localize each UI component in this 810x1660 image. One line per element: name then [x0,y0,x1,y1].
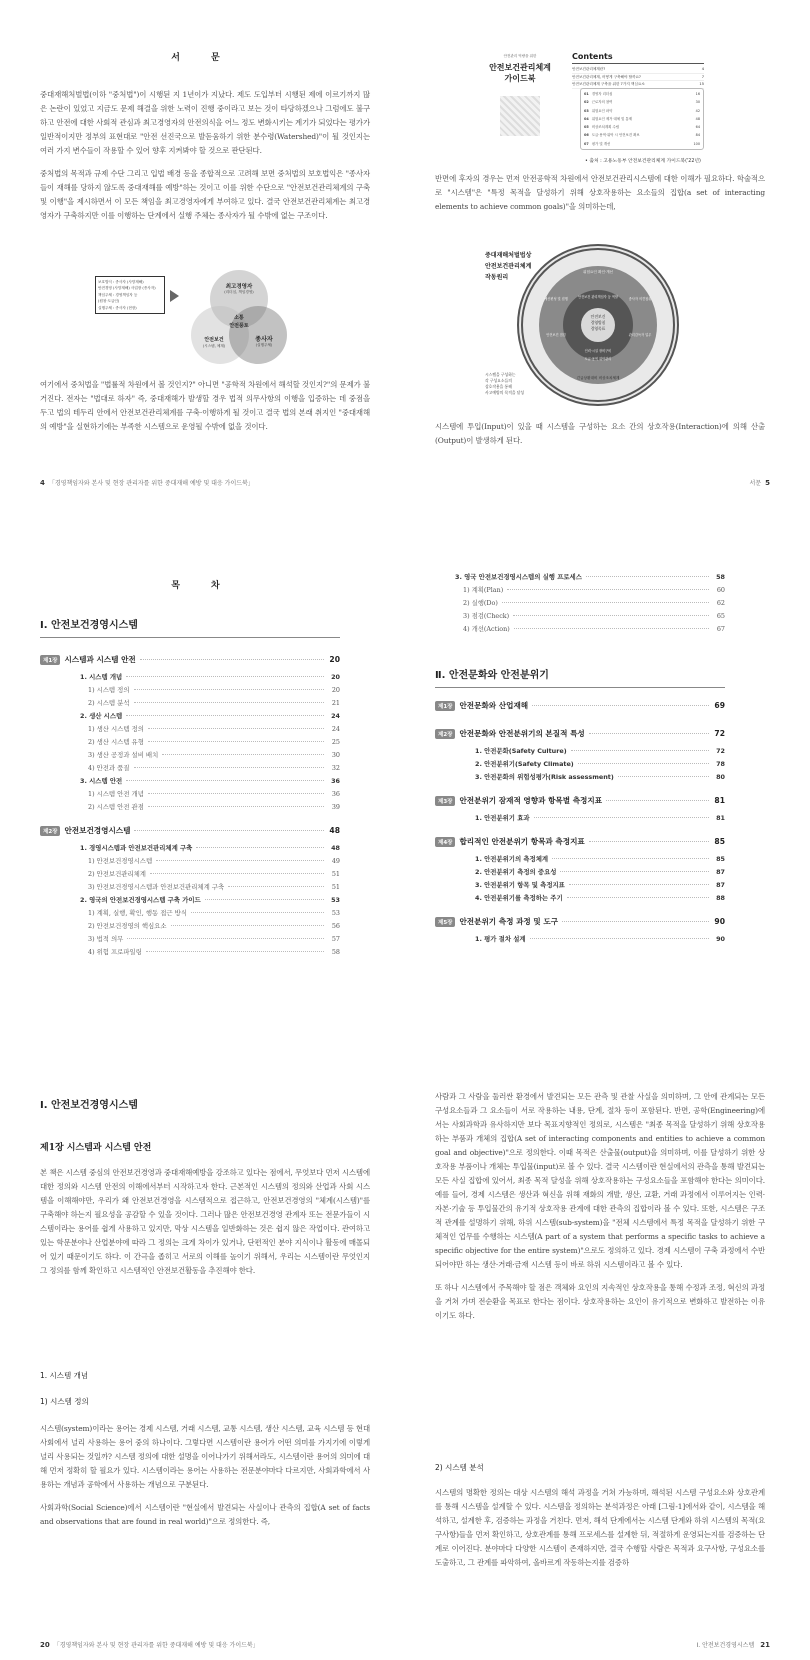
diagram-ring-label: 관리감독자 업무 [628,333,652,337]
body-paragraph: 본 책은 시스템 중심의 안전보건경영과 중대재해예방을 강조하고 있다는 점에서, 무엇보다 먼저 시스템에 대한 정의와 시스템 안전의 이해에서부터 시작하고자 한다. 근본적인 시스템의 정의와 산업과 사회 시스템을 이해해야만, 우리가 왜 안전보건경영을 시스템적으로 접근하고, 안전보건경영의 "체계(시스템)"를 구축해야 하는지 필요성을 공감할 수 있을 것이다. 그러나 많은 안전보건경영 관계자 또는 전문가들이 시스템이라는 용어를 쉽게 사용하고 있지만, 막상 시스템을 일반화하는 것은 쉽지 않은 작업이다. 관여하고 있는 학문분야나 산업분야에 따라 그 정의는 크게 차이가 있거나, 단편적인 분야 지식이나 활동에 매몰되어 있기 때문이기도 하다. 이 간극을 좁히고 서로의 이해를 높이기 위해서, 우리는 시스템이란 무엇인지 그 정의를 함께 확인하고 시스템적인 안전보건활동을 추진해야 한다. [40,1168,370,1275]
toc-entry[interactable] [435,934,725,947]
toc-entry-label: 안전분위기 측정 과정 및 도구 [459,917,559,926]
cover-contents-num: 06 [584,133,589,138]
cover-contents-num: 07 [584,141,589,146]
toc-page-number: 36 [331,790,340,798]
contents-title: Contents [572,52,613,61]
page-footer [40,1640,259,1649]
toc-leader-dots [191,912,324,913]
body-page-left [0,1060,405,1660]
diagram-core-line: 안전보건 [590,314,606,319]
venn-sublabel-right: (실행주체) [255,343,273,347]
toc-entry-label: 안전문화와 산업재해 [459,701,529,710]
venn-label-top: 최고경영자 [225,284,253,290]
toc-page-number: 88 [716,894,725,902]
toc-page-number: 57 [331,935,340,943]
toc-entry-label: 1. 안전분위기 효과 [475,814,530,822]
diagram-ring-label: 도급·용역 위탁관리 [584,357,612,361]
toc-entry[interactable] [40,802,340,815]
toc-page-number: 85 [714,837,725,846]
toc-page-number: 60 [716,586,725,594]
section-heading: 1. 시스템 개념 [40,1371,89,1380]
toc-entry[interactable] [415,572,725,585]
legend-item: 실행주체 : 종사자 (현장) [98,305,137,310]
legend-item: 보호법익 : 종사자 (사망재해) [98,280,144,284]
toc-entry-label: 1) 생산 시스템 정의 [88,725,144,733]
diagram-title [485,250,531,283]
body-paragraph: 시스템(system)이라는 용어는 경제 시스템, 거래 시스템, 교통 시스템, 생산 시스템, 교육 시스템 등 현대 사회에서 널리 사용하는 용어 중의 하나이다. 그렇다면 시스템이란 용어가 어떤 의미를 가지기에 이렇게 널리 사용되는 것일까? 시스템 정의에 대한 설명을 이어나가기 위해서라도, 시스템이란 용어의 의미에 대해 먼저 정확히 할 필요가 있다. 시스템이라는 용어는 사용하는 전문분야마다 다르지만, 사회과학에서 사용하는 개념과 공학에서 사용하는 개념으로 구분된다. [40,1424,370,1489]
toc-entry-label: 3) 생산 공정과 설비 배치 [88,751,159,759]
cover-contents-label: 안전보건관리체계, 어떻게 구축해야 할까요? [572,74,641,79]
toc-entry[interactable] [435,772,725,785]
cover-contents-num: 02 [584,100,589,105]
toc-leader-dots [606,800,709,801]
chapter-badge: 제3장 [435,796,455,806]
toc-chapter-entry[interactable] [435,795,725,813]
toc-entry-label: 3. 안전분위기 항목 및 측정지표 [475,881,565,889]
toc-entry[interactable] [415,598,725,611]
toc-entry-label: 2. 안전분위기 측정의 중요성 [475,868,557,876]
arrow-right-icon [170,290,179,302]
venn-label-center: 소통 [234,315,244,321]
cover-contents-label: 도급·용역·위탁 시 안전보건 확보 [591,133,640,138]
page-footer [697,1640,771,1649]
toc-chapter-entry[interactable] [40,825,340,843]
cover-illustration [500,96,540,136]
diagram-note [485,372,555,396]
cover-contents-entry [572,66,704,74]
toc-page-number: 20 [331,686,340,694]
toc-leader-dots [148,793,324,794]
toc-leader-dots [513,615,709,616]
chapter-badge: 제5장 [435,917,455,927]
toc-entry[interactable] [40,882,340,895]
page-number: 21 [760,1641,770,1649]
toc-leader-dots [560,871,709,872]
cover-contents-page: 30 [695,100,700,105]
cover-title: 안전보건관리체계 [489,63,551,72]
chapter-badge: 제2장 [40,826,60,836]
toc-title: 목 차 [171,581,234,591]
toc-entry[interactable] [40,908,340,921]
toc-list [435,690,725,947]
diagram-ring-label: 종사자 의견청취 [628,297,652,301]
preface-page-left [0,0,405,500]
chapter-badge: 제4장 [435,837,455,847]
toc-page-number: 58 [331,948,340,956]
toc-entry-label: 2) 시스템 안전 관점 [88,803,144,811]
cover-contents-label: 근로자의 참여 [591,100,613,105]
toc-entry[interactable] [435,813,725,826]
cover-contents-entry [572,74,704,82]
cover-contents-subentry [584,140,700,148]
toc-page-number: 36 [331,777,340,785]
toc-entry-label: 3) 안전보건경영시스템과 안전보건관리체계 구축 [88,883,225,891]
legend-item: 안전경영 (사망재해) 사업장 (종사자) [98,286,156,291]
toc-entry[interactable] [40,672,340,685]
toc-page-left [0,540,405,1010]
toc-chapter-entry[interactable] [40,654,340,672]
toc-page-number: 62 [716,599,725,607]
diagram-note-line: 각 구성요소들의 [485,378,512,383]
toc-entry-label: 1) 안전보건경영시스템 [88,857,153,865]
diagram-ring-label: 위험요인 확인·개선 [582,270,614,274]
cover-contents-page: 15 [699,82,704,86]
toc-list [415,572,725,637]
preface-page-right [405,0,810,500]
toc-page-number: 20 [331,673,340,681]
toc-chapter-entry[interactable] [435,836,725,854]
toc-leader-dots [127,938,324,939]
cover-contents-num: 04 [584,116,589,121]
toc-entry-label: 2) 안전보건경영의 핵심요소 [88,922,167,930]
toc-page-number: 81 [714,796,725,805]
toc-entry[interactable] [40,750,340,763]
diagram-note-line: 시스템을 구성하는 [485,372,516,377]
toc-entry-label: 3. 시스템 안전 [80,777,123,785]
toc-entry-label: 2) 안전보건관리체계 [88,870,146,878]
toc-page-number: 87 [716,881,725,889]
toc-page-number: 21 [331,699,340,707]
toc-leader-dots [156,860,324,861]
toc-entry-label: 시스템과 시스템 안전 [64,655,136,664]
venn-label-right: 종사자 [255,336,273,343]
toc-entry-label: 4) 개선(Action) [463,625,510,633]
page-number: 4 [40,479,45,487]
cover-contents-num: 05 [584,125,589,130]
toc-part-title: Ⅱ. 안전문화와 안전분위기 [435,666,725,688]
cover-contents-num: 03 [584,108,589,113]
footer-book-title: 「경영책임자와 본사 및 현장 관리자를 위한 중대재해 예방 및 대응 가이드북」 [48,480,254,487]
preface-paragraph: 중처법의 목적과 규제 수단 그리고 입법 배경 등을 종합적으로 고려해 보면 중처법의 보호법익은 "종사자들이 재해를 당하지 않도록 중대재해를 예방"하는 것이고 이를 위한 수단으로 "안전보건관리체계의 구축 및 이행"을 제시하면서 이 모든 책임을 최고경영자에게 부여하고 있다. 결국 안전보건관리체계는 최고경영자가 구축하지만 이를 이행하는 단계에서 실행 주체는 종사자가 될 수밖에 없는 구조이다. [40,169,370,220]
toc-entry-label: 안전문화와 안전분위기의 본질적 특성 [459,729,585,738]
toc-leader-dots [196,847,324,848]
toc-entry-label: 1. 경영시스템과 안전보건관리체계 구축 [80,844,193,852]
cover-contents-page: 64 [695,125,700,130]
toc-leader-dots [171,925,324,926]
chapter-badge: 제2장 [435,729,455,739]
subsection-heading: 2) 시스템 분석 [435,1463,484,1472]
diagram-ring-label: 안전보건 관리책임자 등 역할 [578,295,618,299]
toc-leader-dots [126,780,324,781]
toc-entry[interactable] [40,895,340,908]
toc-entry[interactable] [40,843,340,856]
diagram-title-line: 작동원리 [485,274,509,281]
cover-contents-label: 위험요인 파악 [591,108,613,113]
section-part-title: Ⅰ. 안전보건경영시스템 [40,1100,138,1111]
cover-contents-subentry [584,107,700,115]
toc-page-number: 25 [331,738,340,746]
toc-entry[interactable] [40,737,340,750]
cover-contents-page: 7 [701,74,704,79]
toc-page-number: 51 [331,883,340,891]
diagram-core-line: 경영목표 [590,326,606,331]
toc-entry-label: 3) 법적 의무 [88,935,124,943]
toc-page-number: 69 [714,701,725,710]
toc-page-number: 72 [716,747,725,755]
toc-part-title: Ⅰ. 안전보건경영시스템 [40,616,340,638]
toc-chapter-entry[interactable] [435,728,725,746]
toc-entry[interactable] [40,698,340,711]
footer-section-label: 서문 [749,480,762,487]
toc-entry-label: 2. 생산 시스템 [80,712,123,720]
toc-page-number: 72 [714,729,725,738]
toc-leader-dots [148,741,324,742]
toc-leader-dots [134,702,325,703]
toc-page-right [405,540,810,1010]
toc-entry[interactable] [435,759,725,772]
contents-rule [572,63,704,64]
toc-page-number: 20 [329,655,340,664]
cover-contents-label: 위험요인 제거·대체 및 통제 [591,116,633,121]
toc-leader-dots [514,628,709,629]
toc-page-number: 51 [331,870,340,878]
chapter-badge: 제1장 [435,701,455,711]
toc-leader-dots [502,602,709,603]
page-number: 5 [765,479,770,487]
toc-entry-label: 2) 시스템 분석 [88,699,130,707]
toc-list [40,644,340,960]
image-source-caption: • 출처 : 고용노동부 안전보건관리체계 가이드북('22년) [585,159,701,164]
toc-entry-label: 4) 안전과 품질 [88,764,130,772]
toc-leader-dots [569,884,709,885]
toc-page-number: 65 [716,612,725,620]
toc-leader-dots [552,858,709,859]
cover-contents-subentry [584,98,700,106]
toc-entry[interactable] [40,711,340,724]
toc-entry[interactable] [415,585,725,598]
toc-entry-label: 안전분위기 잠재적 영향과 항목별 측정지표 [459,796,603,805]
page-number: 20 [40,1641,50,1649]
cover-contents-page: 84 [695,133,700,138]
toc-entry-label: 1. 평가 절차 설계 [475,935,526,943]
toc-entry[interactable] [40,934,340,947]
toc-entry[interactable] [40,685,340,698]
chapter-title: 제1장 시스템과 시스템 안전 [40,1143,152,1153]
body-paragraph: 시스템의 명확한 정의는 대상 시스템의 해석 과정을 거쳐 가능하며, 해석된 시스템 구성요소와 상호관계를 통해 시스템을 설계할 수 있다. 시스템을 정의하는 분석과정은 아래 [그림-1]에서와 같이, 시스템을 해석하고, 설계한 후, 검증하는 과정을 거친다. 먼저, 해석 단계에서는 시스템 단계와 하위 시스템의 목적(요구사항)들을 먼저 확인하고, 상호관계를 통해 프로세스를 설계한 뒤, 적절하게 운영되는지를 검증하는 단계로 이어진다. 분야마다 다양한 시스템이 존재하지만, 결국 수행할 사람은 목적과 요구사항, 구성요소를 도출하고, 그 관계를 파악하여, 올바르게 작동하는지를 검증하 [435,1488,765,1567]
toc-entry[interactable] [435,893,725,906]
toc-page-number: 24 [331,725,340,733]
cover-contents-subentry [584,131,700,139]
toc-page-number: 56 [331,922,340,930]
toc-leader-dots [589,733,709,734]
toc-page-number: 24 [331,712,340,720]
cover-contents-page: 100 [693,141,700,146]
toc-entry[interactable] [435,746,725,759]
cover-contents-label: 비상조치계획 수립 [591,125,619,130]
venn-label-center-2: 안전풍토 [229,323,249,329]
cover-contents-num: 01 [584,92,589,96]
toc-entry-label: 1. 안전문화(Safety Culture) [475,747,567,755]
cover-contents-page: 16 [695,92,700,96]
toc-entry-label: 합리적인 안전분위기 항목과 측정지표 [459,837,585,846]
toc-entry-label: 안전보건경영시스템 [64,826,131,835]
toc-leader-dots [148,806,324,807]
toc-leader-dots [578,763,709,764]
preface-title: 서 문 [171,53,234,63]
toc-entry[interactable] [40,856,340,869]
preface-paragraph: 중대재해처벌법(이하 "중처법")이 시행된 지 1년이가 지났다. 제도 도입부터 시행된 제에 이르기까지 많은 논란이 있었고 지금도 문제 해결을 위한 노력이 진행 중이라고 보는 것이 타당하겠으나 그럼에도 불구하고 안전에 대한 사회적 관심과 최고경영자의 안전의식을 어느 정도 변화시키는 계기가 되었다는 평가가 일반적이지만 정부의 표현대로 "안전 선진국으로 발돋움하기 위한 분수령(Watershed)"이 될 것인지는 여러 가지 변수들이 작용할 수 있어 향후 지켜봐야 할 것으로 판단된다. [40,90,370,155]
toc-entry[interactable] [40,724,340,737]
figure-legend-box [95,276,165,314]
toc-leader-dots [562,921,709,922]
toc-page-number: 90 [716,935,725,943]
toc-leader-dots [134,830,324,831]
cover-contents-page: 48 [695,116,700,121]
venn-sublabel-left: (시스템, 체계) [202,344,226,348]
toc-entry[interactable] [40,763,340,776]
toc-entry-label: 4. 안전분위기를 측정하는 주기 [475,894,563,902]
toc-page-number: 90 [714,917,725,926]
toc-page-number: 39 [331,803,340,811]
diagram-ring-label: 긴급상황대비 비상조치체계 [576,376,620,380]
diagram-title-line: 중대재해처벌법상 [485,252,532,259]
toc-leader-dots [150,873,324,874]
diagram-core-line: 경영방침 [590,320,606,325]
toc-leader-dots [586,576,709,577]
toc-page-number: 81 [716,814,725,822]
footer-section-label: Ⅰ. 안전보건경영시스템 [696,1642,755,1649]
toc-entry[interactable] [415,624,725,637]
toc-page-number: 30 [331,751,340,759]
cover-contents-subentry [584,115,700,123]
cover-contents-label: 평가 및 개선 [591,141,611,146]
page-footer [40,478,254,487]
toc-leader-dots [228,886,324,887]
toc-chapter-entry[interactable] [435,700,725,718]
toc-leader-dots [507,589,709,590]
toc-page-number: 48 [329,826,340,835]
guidebook-cover-image [480,48,704,152]
cover-contents-label: 안전보건관리체계란? [572,67,606,71]
toc-entry[interactable] [435,854,725,867]
toc-chapter-entry[interactable] [435,916,725,934]
toc-page-number: 32 [331,764,340,772]
toc-entry[interactable] [415,611,725,624]
toc-entry[interactable] [40,776,340,789]
body-paragraph: 또 하나 시스템에서 주목해야 할 점은 객체와 요인의 지속적인 상호작용을 통해 수정과 조정, 혁신의 과정을 거쳐 가며 전순환을 목표로 한다는 점이다. 상호작용하는 요인이 유기적으로 변화하고 발전하는 이유이기도 하다. [435,1283,765,1320]
toc-leader-dots [134,767,325,768]
diagram-note-line: 사고예방의 목적을 달성 [485,390,525,395]
toc-page-number: 53 [331,909,340,917]
cover-contents-label: 안전보건관리체계 구축을 위한 7가지 핵심요소 [572,82,645,86]
toc-page-number: 67 [716,625,725,633]
toc-entry-label: 2. 안전분위기(Safety Climate) [475,760,574,768]
toc-entry[interactable] [40,789,340,802]
toc-leader-dots [534,817,709,818]
toc-page-number: 48 [331,844,340,852]
toc-entry-label: 2) 생산 시스템 유형 [88,738,144,746]
subsection-heading: 1) 시스템 정의 [40,1397,89,1406]
footer-book-title: 「경영책임자와 본사 및 현장 관리자를 위한 중대재해 예방 및 대응 가이드북」 [53,1642,259,1649]
toc-entry-label: 4) 위험 프로파일링 [88,948,142,956]
cover-subtitle: 안전관리 역량을 위한 [503,54,537,58]
cover-contents-page: 42 [695,108,700,113]
toc-leader-dots [567,897,709,898]
toc-leader-dots [571,750,709,751]
legend-item: (원청·도급인) [98,299,120,304]
legend-item: 책임주체 : 경영책임자 등 [98,292,138,297]
toc-leader-dots [126,676,324,677]
toc-entry[interactable] [40,947,340,960]
toc-leader-dots [589,841,709,842]
toc-entry[interactable] [435,880,725,893]
toc-page-number: 53 [331,896,340,904]
toc-leader-dots [140,659,324,660]
toc-entry-label: 1) 계획(Plan) [463,586,504,594]
venn-figure [95,270,325,370]
toc-entry-label: 3. 안전문화의 위험성평가(Risk assessment) [475,773,614,781]
chapter-badge: 제1장 [40,655,60,665]
toc-entry-label: 3. 영국 안전보건경영시스템의 실행 프로세스 [455,573,582,581]
toc-entry[interactable] [40,921,340,934]
cover-contents-subentry [584,123,700,131]
page-footer [750,478,770,487]
toc-entry[interactable] [40,869,340,882]
toc-leader-dots [205,899,324,900]
toc-entry[interactable] [435,867,725,880]
cover-contents-subentry [584,90,700,98]
diagram-note-line: 상호작용을 통해 [485,384,512,389]
toc-leader-dots [532,705,709,706]
diagram-ring-label: 인력·시설 장비구비 [584,349,612,353]
toc-entry-label: 2) 실행(Do) [463,599,498,607]
body-page-right [405,1060,810,1660]
toc-page-number: 85 [716,855,725,863]
toc-entry-label: 1) 시스템 안전 개념 [88,790,144,798]
venn-sublabel-top: (리더십, 책임경영) [224,290,254,294]
system-operation-diagram [485,236,785,416]
diagram-title-line: 안전보건관리체계 [485,263,532,270]
diagram-ring-label: 예산편성 및 집행 [544,297,568,301]
toc-entry-label: 1) 시스템 정의 [88,686,130,694]
diagram-core-label [581,314,615,332]
toc-entry-label: 1. 안전분위기의 측정체계 [475,855,549,863]
diagram-ring-label: 안전보건 점검 [546,333,566,337]
preface-paragraph: 여기에서 중처법을 "법률적 차원에서 볼 것인지?" 아니면 "공학적 차원에서 해석할 것인지?"의 문제가 불거진다. 전자는 "법대로 하자" 즉, 중대재해가 발생할 경우 법적 의무사항의 이행을 입증하는 데 중점을 두고 법의 테두리 안에서 안전보건관리체계를 구축·이행하게 될 것이고 결국 법의 본래 취지인 "중대재해의 예방"을 실현하기에는 부족한 시스템으로 운영될 수밖에 없을 것이다. [40,380,370,431]
toc-leader-dots [126,715,324,716]
preface-paragraph: 반면에 후자의 경우는 먼저 안전공학적 차원에서 안전보건관리시스템에 대한 이해가 필요하다. 학술적으로 "시스템"은 "특정 목적을 달성하기 위해 상호작용하는 요소들의 집합(a set of interacting elements to achieve common goals)"을 의미하는데, [435,174,765,211]
toc-leader-dots [162,754,324,755]
body-paragraph: 사회과학(Social Science)에서 시스템이란 "현실에서 발견되는 사실이나 관측의 집합(A set of facts and observations that are found in real world)"으로 정의한다. 즉, [40,1503,370,1526]
toc-entry-label: 1) 계획, 실행, 확인, 행동 접근 방식 [88,909,187,917]
cover-contents-label: 경영자 리더십 [591,92,613,96]
preface-paragraph: 시스템에 투입(Input)이 있을 때 시스템을 구성하는 요소 간의 상호작용(Interaction)에 의해 산출(Output)이 발생하게 된다. [435,422,765,445]
toc-page-number: 78 [716,760,725,768]
toc-leader-dots [134,689,325,690]
toc-entry-label: 3) 점검(Check) [463,612,510,620]
cover-title-2: 가이드북 [504,74,536,83]
body-paragraph: 사람과 그 사람을 둘러싼 환경에서 발견되는 모든 관측 및 관찰 사실을 의미하며, 그 안에 관계되는 모든 구성요소들과 그 요소들이 서로 작용하는 내용, 단계, 절차 등이 포함된다. 반면, 공학(Engineering)에서는 사회과학과 유사하지만 보다 목표지향적인 정의로, 시스템은 "최종 목적을 달성하기 위해 상호작용하는 부품과 개체의 집합(A set of interacting components and entities to achieve a common goal and objective)"으로 정의한다. 이때 목적은 산출물(output)을 의미하며, 이를 달성하기 위한 상호작용 부품이나 개체는 투입물(input)로 볼 수 있다. 결국 시스템이란 현실에서의 관측을 통해 발견되는 모든 사실 집합에 있어서, 최종 목적 달성을 위해 상호작용하는 구성요소들을 포함해야 한다는 의미이다. 예를 들어, 경제 시스템은 생산과 혁신을 위해 재화의 개발, 생산, 교환, 거래 과정에서 이루어지는 인력·자본·기술 등 투입물간의 유기적 상호작용 관계에 대한 관측의 집합이라 볼 수 있다. 또한, 시스템은 구조적 관계를 설명하기 위해, 하위 시스템(sub-system)을 "전체 시스템에서 특정 목적을 달성하기 위한 구체적인 업무를 수행하는 시스템(A part of a system that performs a specific tasks to achieve a specific objective for the entire system)"으로도 정의하고 있다. 경제 시스템이 구축 과정에서 수반되어야만 하는 생산·거래·금재 시스템 등이 바로 하위 시스템이라고 볼 수 있다. [435,1092,765,1269]
toc-leader-dots [146,951,324,952]
toc-entry-label: 2. 영국의 안전보건경영시스템 구축 가이드 [80,896,201,904]
toc-page-number: 87 [716,868,725,876]
venn-label-left: 안전보건 [204,337,224,343]
toc-page-number: 80 [716,773,725,781]
toc-leader-dots [530,938,709,939]
cover-contents-page: 4 [701,67,704,71]
toc-leader-dots [148,728,324,729]
toc-page-number: 58 [716,573,725,581]
toc-page-number: 49 [331,857,340,865]
toc-leader-dots [618,776,709,777]
toc-entry-label: 1. 시스템 개념 [80,673,123,681]
